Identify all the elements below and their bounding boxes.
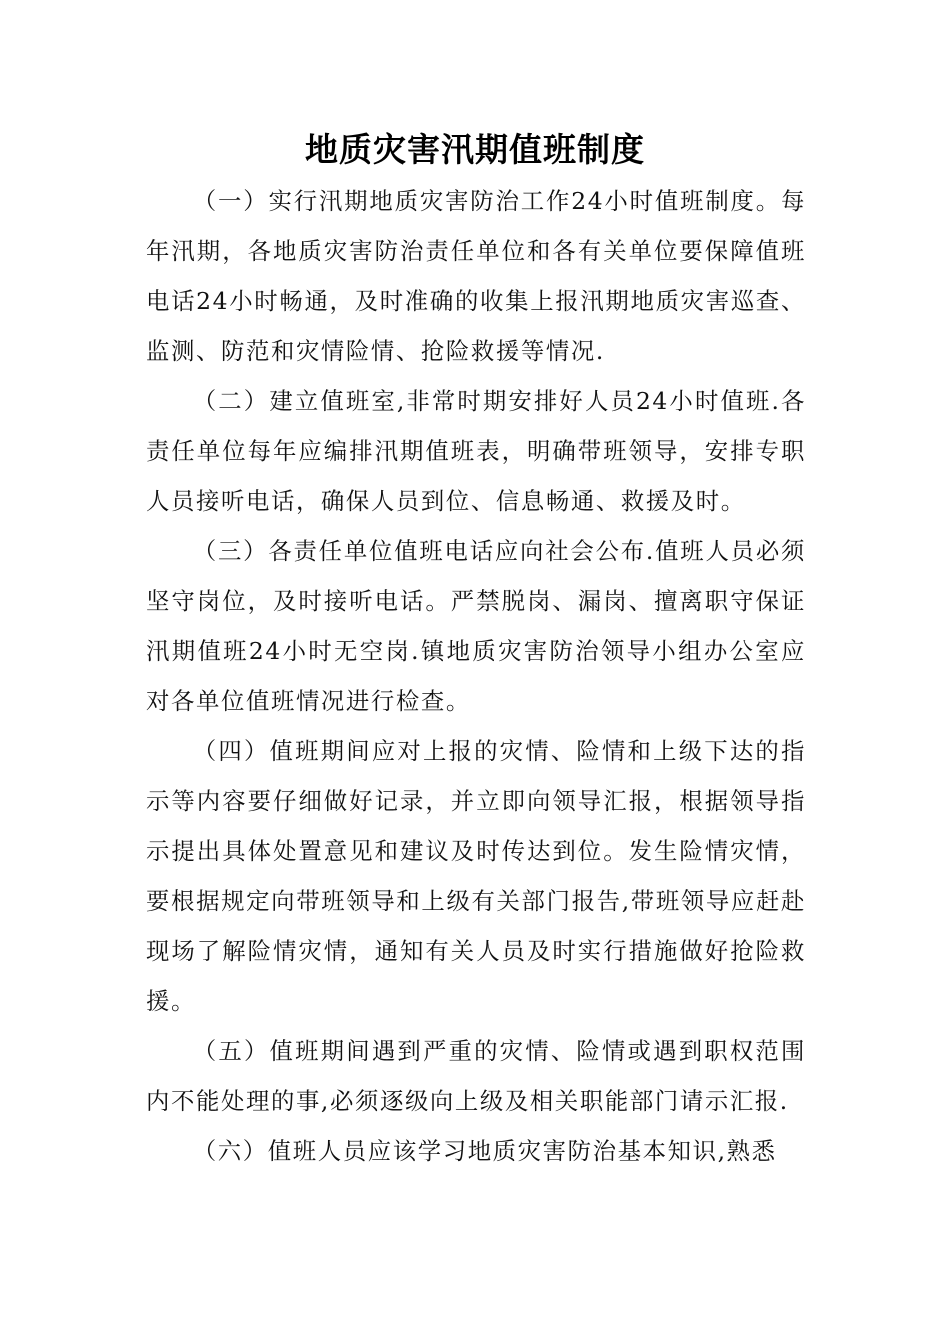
paragraph-5: （五）值班期间遇到严重的灾情、险情或遇到职权范围内不能处理的事,必须逐级向上级及相关职能部门请示汇报. (146, 1037, 806, 1115)
paragraph-6: （六）值班人员应该学习地质灾害防治基本知识,熟悉 (192, 1137, 777, 1165)
document-body (146, 176, 806, 1176)
paragraph-4: （四）值班期间应对上报的灾情、险情和上级下达的指示等内容要仔细做好记录，并立即向领导汇报，根据领导指示提出具体处置意见和建议及时传达到位。发生险情灾情，要根据规定向带班领导和上级有关部门报告,带班领导应赶赴现场了解险情灾情，通知有关人员及时实行措施做好抢险救援。 (146, 737, 806, 1015)
paragraph-3: （三）各责任单位值班电话应向社会公布.值班人员必须坚守岗位，及时接听电话。严禁脱岗、漏岗、擅离职守保证汛期值班24小时无空岗.镇地质灾害防治领导小组办公室应对各单位值班情况进行检查。 (146, 537, 806, 715)
paragraph-1: （一）实行汛期地质灾害防治工作24小时值班制度。每年汛期，各地质灾害防治责任单位和各有关单位要保障值班电话24小时畅通，及时准确的收集上报汛期地质灾害巡查、监测、防范和灾情险情、抢险救援等情况. (146, 187, 806, 365)
document-title: 地质灾害汛期值班制度 (305, 130, 645, 169)
paragraph-2: （二）建立值班室,非常时期安排好人员24小时值班.各责任单位每年应编排汛期值班表，明确带班领导，安排专职人员接听电话，确保人员到位、信息畅通、救援及时。 (146, 387, 806, 515)
